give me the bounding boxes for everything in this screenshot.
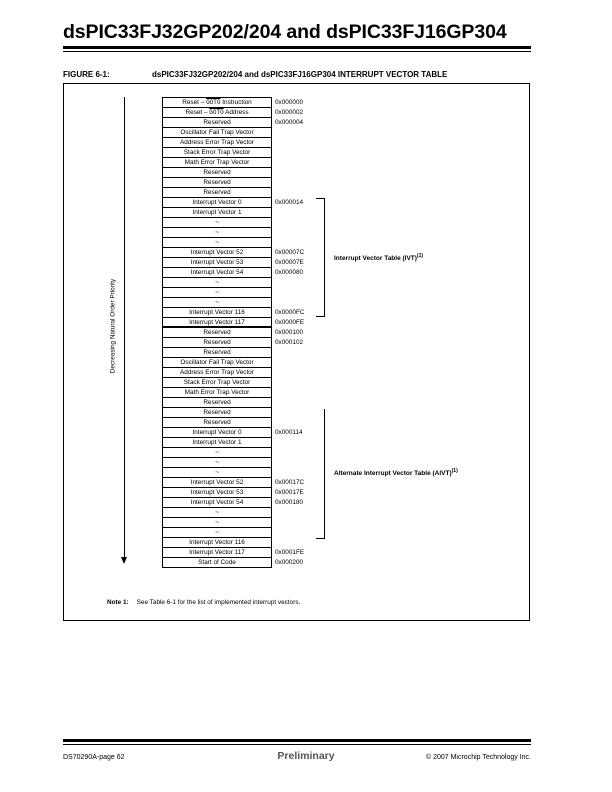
vector-table-row: Interrupt Vector 0	[163, 198, 271, 208]
header-rule-thin	[63, 51, 531, 52]
priority-arrow-line	[124, 97, 125, 559]
priority-arrow-head	[121, 557, 127, 564]
row-label-prefix: Reset –	[185, 109, 210, 116]
vector-address: 0x000002	[275, 109, 304, 116]
aivt-bracket	[316, 409, 325, 539]
vector-table-row: Start of Code	[163, 558, 271, 568]
vector-address: 0x000100	[275, 329, 304, 336]
footer-copyright: © 2007 Microchip Technology Inc.	[425, 754, 531, 761]
vector-table-row: ~	[163, 448, 271, 458]
vector-table-row: ~	[163, 228, 271, 238]
vector-table-row: Oscillator Fail Trap Vector	[163, 128, 271, 138]
figure-number: FIGURE 6-1:	[63, 70, 110, 79]
note-label: Note 1:	[107, 599, 129, 606]
vector-table-row: ~	[163, 508, 271, 518]
page-title: dsPIC33FJ32GP202/204 and dsPIC33FJ16GP304	[63, 21, 507, 43]
vector-table-row: Stack Error Trap Vector	[163, 378, 271, 388]
row-label-suffix: Address	[223, 109, 249, 116]
vector-address: 0x0000FE	[275, 319, 305, 326]
vector-table-row: Address Error Trap Vector	[163, 138, 271, 148]
vector-address: 0x00017C	[275, 479, 305, 486]
row-label-suffix: Instruction	[220, 99, 252, 106]
note-text: See Table 6-1 for the list of implemented interrupt vectors.	[136, 599, 301, 606]
vector-address: 0x000004	[275, 119, 304, 126]
vector-address: 0x000114	[275, 429, 303, 436]
vector-address: 0x000000	[275, 99, 304, 106]
vector-table-row: Reserved	[163, 118, 271, 128]
vector-table-row: Stack Error Trap Vector	[163, 148, 271, 158]
vector-table-row: ~	[163, 278, 271, 288]
vector-table-row: Math Error Trap Vector	[163, 388, 271, 398]
vector-table-row: Interrupt Vector 53	[163, 488, 271, 498]
vector-table-row: Reserved	[163, 328, 271, 338]
ivt-label-footnote: (1)	[416, 253, 424, 259]
vector-table-row: Interrupt Vector 1	[163, 438, 271, 448]
ivt-label	[334, 253, 423, 262]
vector-table-row: Reserved	[163, 178, 271, 188]
row-label-prefix: Reset –	[182, 99, 207, 106]
vector-address: 0x00007C	[275, 249, 305, 256]
priority-axis-label: Decreasing Natural Order Priority	[109, 278, 117, 374]
footer-page-id: DS70290A-page 62	[63, 754, 125, 761]
figure-frame	[63, 83, 530, 621]
vector-address: 0x0000FC	[275, 309, 305, 316]
vector-table-row: ~	[163, 458, 271, 468]
vector-address: 0x000014	[275, 199, 304, 206]
vector-address: 0x000180	[275, 499, 304, 506]
vector-table-row: Math Error Trap Vector	[163, 158, 271, 168]
vector-table-row: Reserved	[163, 418, 271, 428]
vector-address: 0x0001FE	[275, 549, 305, 556]
vector-table-row: Interrupt Vector 0	[163, 428, 271, 438]
aivt-label	[334, 468, 458, 477]
vector-table	[162, 97, 272, 568]
vector-table-row: Address Error Trap Vector	[163, 368, 271, 378]
figure-note	[107, 599, 300, 606]
vector-address: 0x00017E	[275, 489, 304, 496]
vector-table-row: ~	[163, 218, 271, 228]
vector-table-row: Interrupt Vector 117	[163, 548, 271, 558]
vector-table-row: Interrupt Vector 1	[163, 208, 271, 218]
vector-table-row: Interrupt Vector 54	[163, 498, 271, 508]
vector-table-row: Reserved	[163, 188, 271, 198]
vector-table-row: Reserved	[163, 408, 271, 418]
vector-table-row: Reserved	[163, 338, 271, 348]
aivt-label-text: Alternate Interrupt Vector Table (AIVT)	[334, 470, 452, 478]
vector-table-row: Interrupt Vector 53	[163, 258, 271, 268]
vector-table-row: ~	[163, 238, 271, 248]
header-rule-thick	[63, 46, 531, 49]
vector-table-row	[163, 98, 271, 108]
vector-table-row: Interrupt Vector 52	[163, 248, 271, 258]
vector-table-row: Interrupt Vector 117	[163, 318, 271, 328]
vector-table-row: ~	[163, 518, 271, 528]
vector-table-row: Interrupt Vector 116	[163, 308, 271, 318]
aivt-label-footnote: (1)	[451, 468, 458, 474]
vector-table-row: Interrupt Vector 116	[163, 538, 271, 548]
ivt-bracket	[316, 198, 325, 317]
figure-title: dsPIC33FJ32GP202/204 and dsPIC33FJ16GP304 INTERRUPT VECTOR TABLE	[152, 70, 448, 79]
vector-address: 0x000080	[275, 269, 304, 276]
vector-table-row: ~	[163, 528, 271, 538]
vector-table-row: Interrupt Vector 52	[163, 478, 271, 488]
vector-table-row: ~	[163, 298, 271, 308]
vector-address: 0x000102	[275, 339, 304, 346]
footer-rule-thick	[63, 739, 531, 742]
vector-address: 0x000200	[275, 559, 304, 566]
vector-table-row: ~	[163, 288, 271, 298]
vector-address: 0x00007E	[275, 259, 304, 266]
vector-table-row: Oscillator Fail Trap Vector	[163, 358, 271, 368]
vector-table-row: Reserved	[163, 398, 271, 408]
footer-rule-thin	[63, 744, 531, 745]
vector-table-row	[163, 108, 271, 118]
row-label-instruction: GOTO	[209, 109, 224, 116]
ivt-label-text: Interrupt Vector Table (IVT)	[334, 255, 417, 263]
row-label-instruction: GOTO	[206, 99, 221, 106]
vector-table-row: Reserved	[163, 348, 271, 358]
vector-table-row: ~	[163, 468, 271, 478]
footer-status: Preliminary	[277, 750, 335, 762]
vector-table-row: Interrupt Vector 54	[163, 268, 271, 278]
vector-table-row: Reserved	[163, 168, 271, 178]
